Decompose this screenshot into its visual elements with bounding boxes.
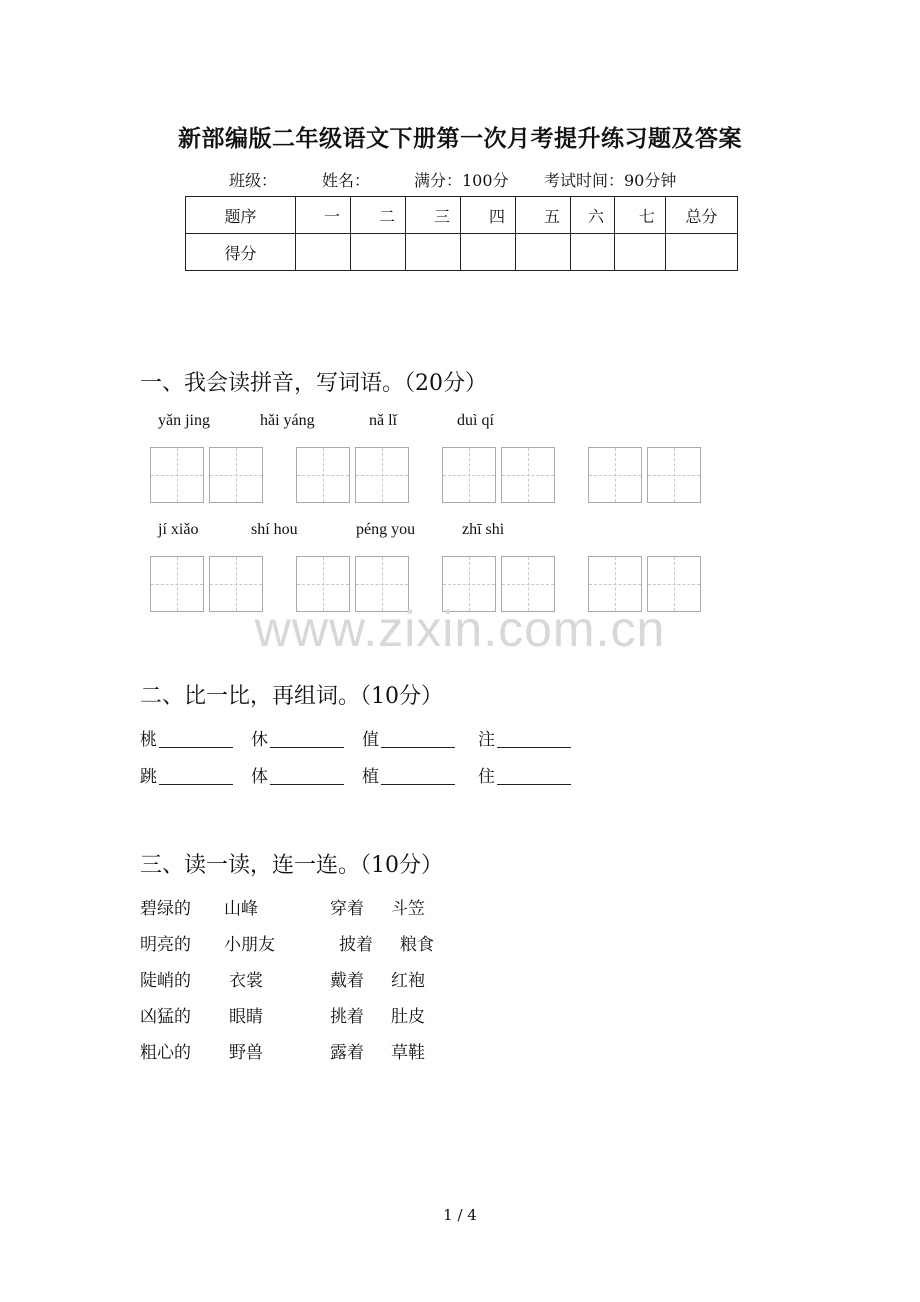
word-blank-item <box>478 762 571 787</box>
score-table <box>185 196 738 271</box>
writing-grid-box[interactable] <box>442 447 496 503</box>
match-word-right[interactable]: 披着 <box>339 935 373 955</box>
pinyin-label: hǎi yáng <box>260 412 315 429</box>
answer-blank[interactable] <box>381 730 455 748</box>
pinyin-label: yǎn jing <box>158 412 210 429</box>
score-cell[interactable] <box>296 234 351 271</box>
pinyin-label: duì qí <box>457 412 494 429</box>
word-blank-item <box>251 725 344 750</box>
score-cell[interactable] <box>351 234 406 271</box>
match-word-left[interactable]: 野兽 <box>229 1043 263 1063</box>
answer-blank[interactable] <box>381 767 455 785</box>
char-label: 值 <box>362 730 379 750</box>
word-blank-item <box>478 725 571 750</box>
match-word-right[interactable]: 戴着 <box>330 971 364 991</box>
score-cell[interactable] <box>461 234 516 271</box>
section-3-heading: 三、读一读，连一连。（10分） <box>140 853 443 878</box>
table-header-cell: 一 <box>296 197 351 234</box>
answer-blank[interactable] <box>159 730 233 748</box>
writing-grid-box[interactable] <box>647 447 701 503</box>
score-table-header-row <box>186 197 738 234</box>
word-blank-item <box>140 725 233 750</box>
answer-blank[interactable] <box>497 767 571 785</box>
char-label: 休 <box>251 730 268 750</box>
match-word-right[interactable]: 挑着 <box>330 1007 364 1027</box>
table-row-label: 得分 <box>186 234 296 271</box>
match-word-right[interactable]: 红袍 <box>391 971 425 991</box>
match-word-right[interactable]: 穿着 <box>330 899 364 919</box>
word-blank-item <box>362 762 455 787</box>
score-cell[interactable] <box>571 234 615 271</box>
table-header-cell: 总分 <box>666 197 738 234</box>
answer-blank[interactable] <box>270 767 344 785</box>
match-word-left[interactable]: 山峰 <box>224 899 258 919</box>
name-label: 姓名： <box>322 171 371 190</box>
match-word-left[interactable]: 粗心的 <box>140 1043 191 1063</box>
table-header-cell: 五 <box>516 197 571 234</box>
match-word-right[interactable]: 草鞋 <box>391 1043 425 1063</box>
exam-time-label: 考试时间：90分钟 <box>544 171 677 190</box>
match-word-left[interactable]: 小朋友 <box>224 935 275 955</box>
char-label: 住 <box>478 767 495 787</box>
word-blank-item <box>362 725 455 750</box>
score-cell[interactable] <box>516 234 571 271</box>
char-label: 跳 <box>140 767 157 787</box>
document-title: 新部编版二年级语文下册第一次月考提升练习题及答案 <box>178 125 742 152</box>
table-header-cell: 六 <box>571 197 615 234</box>
answer-blank[interactable] <box>159 767 233 785</box>
table-header-cell: 四 <box>461 197 516 234</box>
writing-grid-box[interactable] <box>296 447 350 503</box>
class-label: 班级： <box>229 171 278 190</box>
writing-grid-box[interactable] <box>501 447 555 503</box>
match-word-right[interactable]: 肚皮 <box>391 1007 425 1027</box>
match-word-left[interactable]: 明亮的 <box>140 935 191 955</box>
section-2-heading: 二、比一比，再组词。（10分） <box>140 684 443 709</box>
char-label: 桃 <box>140 730 157 750</box>
score-cell[interactable] <box>406 234 461 271</box>
char-label: 注 <box>478 730 495 750</box>
writing-grid-box[interactable] <box>209 447 263 503</box>
pinyin-label: péng you <box>356 521 416 538</box>
match-word-left[interactable]: 眼睛 <box>229 1007 263 1027</box>
table-header-cell: 三 <box>406 197 461 234</box>
match-word-right[interactable]: 斗笠 <box>391 899 425 919</box>
word-blank-item <box>140 762 233 787</box>
section-1-heading: 一、我会读拼音，写词语。（20分） <box>140 371 487 396</box>
char-label: 植 <box>362 767 379 787</box>
pinyin-label: zhī shi <box>462 521 505 538</box>
pinyin-label: nǎ lǐ <box>369 412 397 429</box>
match-word-left[interactable]: 陡峭的 <box>140 971 191 991</box>
writing-grid-box[interactable] <box>588 447 642 503</box>
score-cell[interactable] <box>666 234 738 271</box>
match-word-right[interactable]: 露着 <box>330 1043 364 1063</box>
pinyin-label: shí hou <box>251 521 298 538</box>
char-label: 体 <box>251 767 268 787</box>
table-header-cell: 七 <box>615 197 666 234</box>
score-cell[interactable] <box>615 234 666 271</box>
page-number: 1 / 4 <box>443 1206 477 1224</box>
table-header-cell: 题序 <box>186 197 296 234</box>
match-word-right[interactable]: 粮食 <box>400 935 434 955</box>
word-blank-item <box>251 762 344 787</box>
answer-blank[interactable] <box>497 730 571 748</box>
match-word-left[interactable]: 碧绿的 <box>140 899 191 919</box>
match-word-left[interactable]: 凶猛的 <box>140 1007 191 1027</box>
writing-grid-box[interactable] <box>150 447 204 503</box>
score-table-score-row <box>186 234 738 271</box>
answer-blank[interactable] <box>270 730 344 748</box>
table-header-cell: 二 <box>351 197 406 234</box>
match-word-left[interactable]: 衣裳 <box>229 971 263 991</box>
writing-grid-box[interactable] <box>355 447 409 503</box>
pinyin-label: jí xiǎo <box>158 521 199 538</box>
full-score-label: 满分：100分 <box>414 171 509 190</box>
watermark: www.zixin.com.cn <box>254 601 666 657</box>
